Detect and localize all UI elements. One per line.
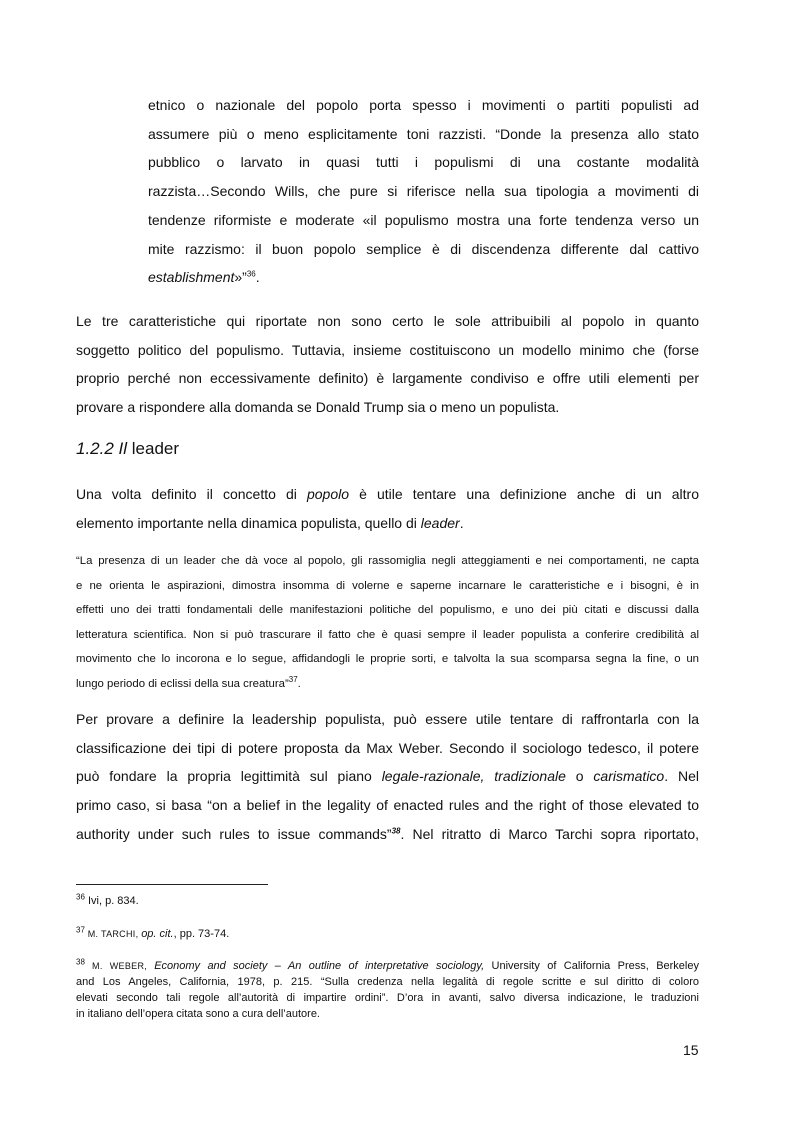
paragraph-3 — [76, 705, 699, 849]
paragraph-line: classificazione dei tipi di potere proposta da Max Weber. Secondo il sociologo tedesco, il potere — [76, 739, 699, 756]
footnote-line: elevati secondo tali regole all’autorità di impartire ordini”. D’ora in avanti, salvo diversa indicazione, le traduzioni — [76, 992, 699, 1004]
footnote-ref-38[interactable] — [392, 826, 401, 835]
quote-line: effetti uno dei tratti fondamentali delle manifestazioni politiche del populismo, e uno dei più citati e discussi dalla — [76, 604, 699, 616]
quote-italic-term: establishment — [148, 269, 235, 286]
quote-end-punct: . — [297, 677, 301, 690]
quote-end-punct: . — [255, 269, 260, 286]
paragraph-line: provare a rispondere alla domanda se Donald Trump sia o meno un populista. — [76, 399, 560, 416]
footnote-38 — [76, 958, 699, 1022]
footnote-separator — [76, 884, 268, 885]
paragraph-line: proprio perché non eccessivamente definito) è largamente condiviso e offre utili elementi per — [76, 370, 699, 387]
quote-line: assumere più o meno esplicitamente toni razzisti. “Donde la presenza allo stato — [148, 125, 699, 142]
footnote-text: University of California Press, Berkeley — [484, 960, 699, 972]
paragraph-line — [76, 480, 699, 509]
footnote-number: 38 — [76, 957, 85, 967]
footnote-author: M. TARCHI, — [84, 929, 142, 939]
text-run: Una volta definito il concetto di — [76, 486, 307, 502]
quote-closing: »” — [234, 269, 247, 286]
paragraph-line: Le tre caratteristiche qui riportate non sono certo le sole attribuibili al popolo in quanto — [76, 313, 699, 329]
footnote-text: Ivi, p. 834. — [84, 895, 139, 907]
footnote-36 — [76, 893, 699, 909]
page-number: 15 — [683, 1042, 699, 1058]
footnote-line: and Los Angeles, California, 1978, p. 215. “Sulla credenza nella legalità di regole scritte e sul diritto di coloro — [76, 976, 699, 988]
footnote-ref-number: 38 — [391, 826, 401, 836]
footnote-ref-37[interactable]: 37 — [288, 674, 298, 684]
paragraph-line: Per provare a definire la leadership populista, può essere utile tentare di raffrontarla con la — [76, 711, 699, 727]
paragraph-2 — [76, 480, 699, 537]
long-quote — [76, 549, 699, 696]
paragraph-line — [76, 509, 699, 538]
text-run: o — [565, 768, 594, 785]
quote-line: mite razzismo: il buon popolo semplice è di discendenza differente dal cattivo — [148, 240, 699, 257]
italic-term: legale-razionale, tradizionale — [381, 768, 566, 785]
text-run: . — [459, 514, 464, 531]
text-run: . Nel — [664, 768, 699, 785]
footnote-line: in italiano dell’opera citata sono a cura dell’autore. — [76, 1008, 320, 1020]
quote-line: letteratura scientifica. Non si può trascurare il fatto che è quasi sempre il leader populista a conferire credibilità al — [76, 628, 699, 641]
footnote-italic: op. cit. — [141, 928, 174, 940]
text-run: . Nel ritratto di Marco Tarchi sopra riportato, — [400, 825, 700, 842]
text-run: è utile tentare una definizione anche di un altro — [349, 486, 699, 502]
text-run: lungo periodo di eclissi della sua creatura” — [76, 677, 289, 690]
footnote-line — [76, 958, 699, 974]
paragraph-1 — [76, 307, 699, 422]
paragraph-line: soggetto politico del populismo. Tuttavia, insieme costituiscono un modello minimo che (forse — [76, 341, 699, 358]
paragraph-line — [76, 820, 699, 849]
footnote-author: M. WEBER, — [84, 961, 155, 971]
italic-term: carismatico — [593, 768, 665, 785]
quote-line: e ne orienta le aspirazioni, dimostra insomma di volerne e saperne incarnare le caratteristiche e i bisogni, è in — [76, 579, 699, 592]
footnote-number: 37 — [76, 925, 85, 935]
footnote-number: 36 — [76, 892, 85, 902]
italic-term: leader — [420, 514, 460, 531]
footnote-italic: Economy and society – An outline of interpretative sociology, — [154, 960, 485, 972]
quote-last-line — [148, 263, 699, 292]
section-title: leader — [127, 439, 180, 458]
footnote-37 — [76, 926, 699, 942]
quote-line: etnico o nazionale del popolo porta spesso i movimenti o partiti populisti ad — [148, 97, 699, 113]
block-quote — [148, 91, 699, 292]
quote-line: pubblico o larvato in quasi tutti i populismi di una costante modalità — [148, 154, 699, 171]
paragraph-line — [76, 762, 699, 791]
text-run: può fondare la propria legittimità sul piano — [76, 768, 382, 785]
paragraph-line: primo caso, si basa “on a belief in the legality of enacted rules and the right of those elevated to — [76, 797, 699, 814]
quote-line: tendenze riformiste e moderate «il populismo mostra una forte tendenza verso un — [148, 211, 699, 228]
quote-line: razzista…Secondo Wills, che pure si riferisce nella sua tipologia a movimenti di — [148, 183, 699, 200]
section-heading — [76, 437, 179, 461]
quote-last-line — [76, 672, 699, 697]
footnote-ref-36[interactable]: 36 — [246, 269, 256, 279]
quote-line: movimento che lo incorona e lo segue, affidandogli le proprie sorti, e talvolta la sua scomparsa segna la fine, o un — [76, 653, 699, 665]
footnote-text: , pp. 73-74. — [173, 928, 230, 940]
text-run: elemento importante nella dinamica populista, quello di — [76, 514, 421, 531]
italic-term: popolo — [306, 486, 350, 502]
text-run: authority under such rules to issue commands” — [76, 825, 392, 842]
section-number: 1.2.2 Il — [76, 439, 128, 458]
quote-line: “La presenza di un leader che dà voce al popolo, gli rassomiglia negli atteggiamenti e nei comportamenti, ne capta — [76, 555, 699, 567]
